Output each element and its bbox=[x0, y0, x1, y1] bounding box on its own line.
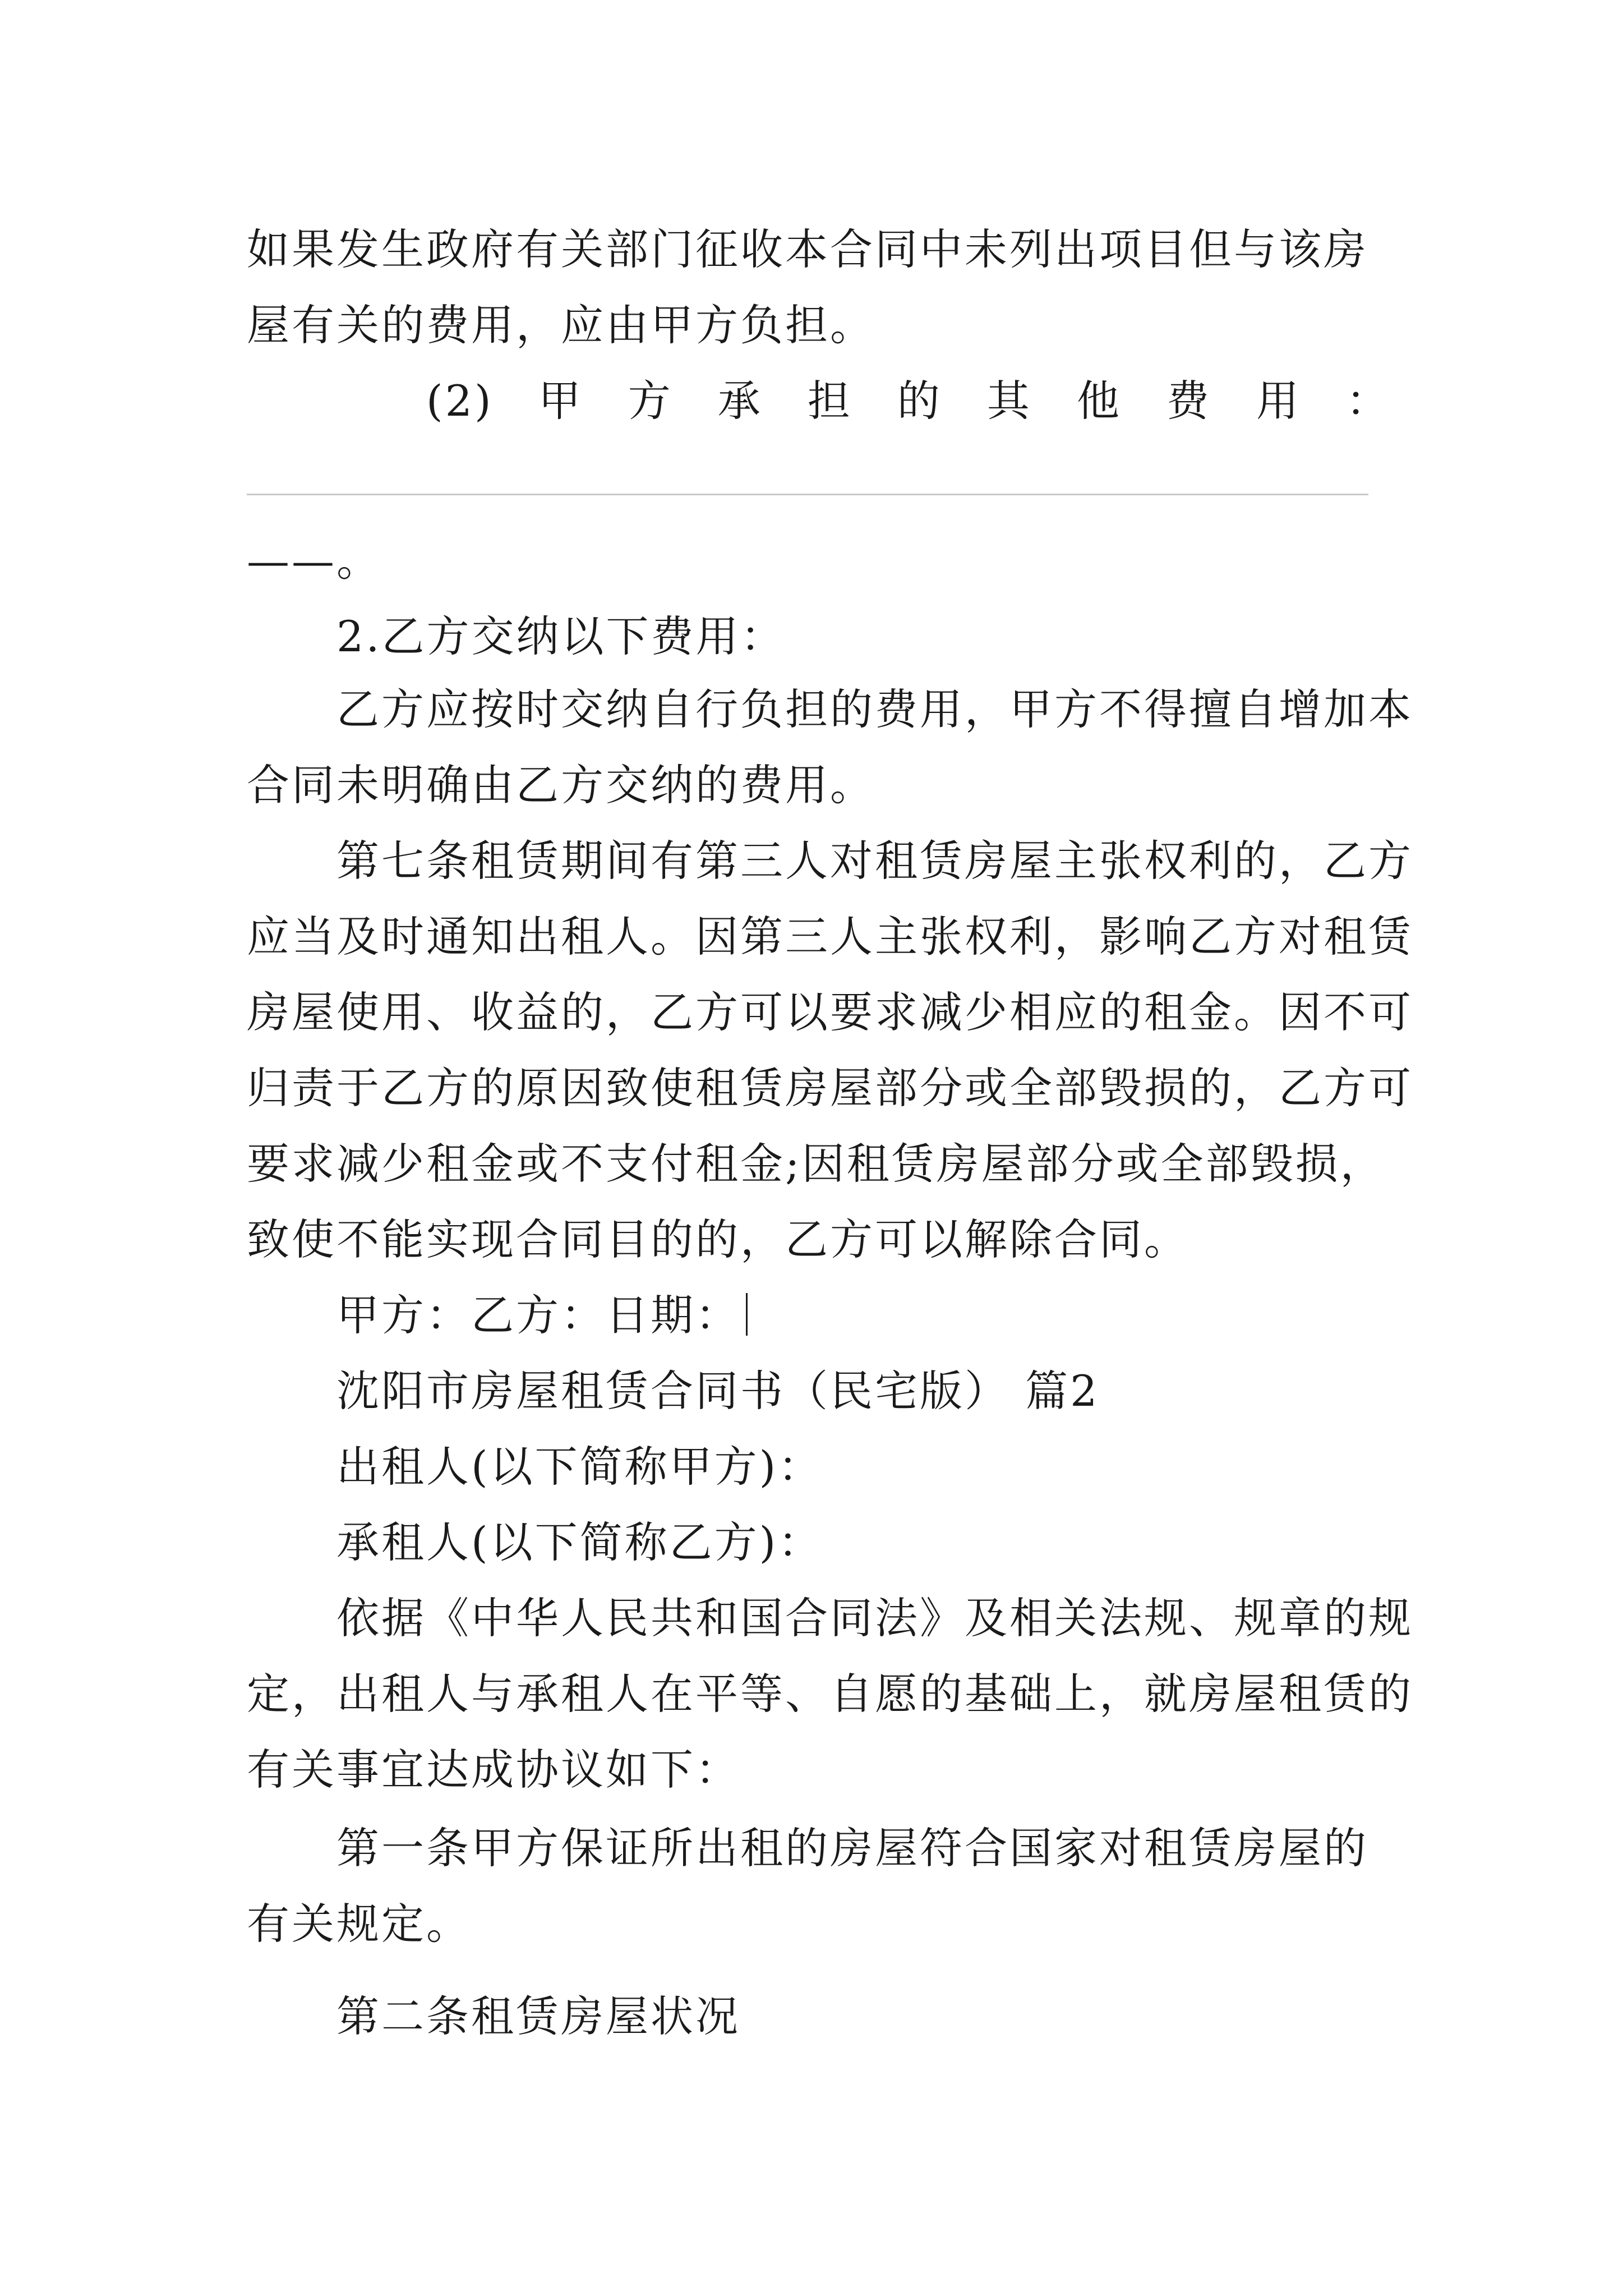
text-line: 致使不能实现合同目的的，乙方可以解除合同。 bbox=[247, 1214, 1189, 1264]
text-line: 要求减少租金或不支付租金;因租赁房屋部分或全部毁损， bbox=[247, 1139, 1385, 1189]
text-cursor bbox=[746, 1293, 748, 1336]
text-char: ： bbox=[1345, 376, 1391, 426]
text-line: 依据《中华人民共和国合同法》及相关法规、规章的规 bbox=[336, 1593, 1413, 1643]
text-line: 第一条甲方保证所出租的房屋符合国家对租赁房屋的 bbox=[336, 1823, 1368, 1873]
text-line: 出租人(以下简称甲方)： bbox=[336, 1442, 823, 1492]
fill-in-blank-line bbox=[247, 494, 1368, 495]
text-line: 乙方应按时交纳自行负担的费用，甲方不得擅自增加本 bbox=[336, 684, 1413, 734]
text-line: 屋有关的费用，应由甲方负担。 bbox=[247, 300, 875, 350]
text-char: 的 bbox=[897, 376, 942, 426]
signature-line bbox=[336, 1287, 1391, 1343]
text-line: 承租人(以下简称乙方)： bbox=[336, 1517, 823, 1567]
text-line: 第七条租赁期间有第三人对租赁房屋主张权利的，乙方 bbox=[336, 836, 1413, 886]
text-line: 合同未明确由乙方交纳的费用。 bbox=[247, 760, 875, 810]
text-line: 归责于乙方的原因致使租赁房屋部分或全部毁损的，乙方可 bbox=[247, 1063, 1413, 1113]
text-char: 他 bbox=[1076, 376, 1122, 426]
text-char: 用 bbox=[1256, 376, 1301, 426]
text-line: 第二条租赁房屋状况 bbox=[336, 1991, 740, 2041]
text-line: 如果发生政府有关部门征收本合同中未列出项目但与该房 bbox=[247, 224, 1368, 274]
text-line: 有关事宜达成协议如下： bbox=[247, 1745, 740, 1795]
text-char: 方 bbox=[628, 376, 673, 426]
text-line: 房屋使用、收益的，乙方可以要求减少相应的租金。因不可 bbox=[247, 987, 1413, 1037]
text-char: 承 bbox=[717, 376, 763, 426]
text-line: 应当及时通知出租人。因第三人主张权利，影响乙方对租赁 bbox=[247, 912, 1413, 961]
text-char: 担 bbox=[807, 376, 852, 426]
other-fees-line bbox=[426, 373, 1391, 429]
text-line: ——。 bbox=[247, 536, 381, 586]
text-char: 甲 bbox=[538, 376, 583, 426]
text-line: 有关规定。 bbox=[247, 1899, 471, 1949]
text-line: 2.乙方交纳以下费用： bbox=[336, 611, 786, 661]
text-char: 费 bbox=[1166, 376, 1211, 426]
section-title: 沈阳市房屋租赁合同书（民宅版） 篇2 bbox=[336, 1366, 1100, 1416]
text-char: 其 bbox=[986, 376, 1032, 426]
item-number: (2) bbox=[426, 376, 494, 426]
signature-label: 甲方：乙方：日期： bbox=[336, 1290, 740, 1340]
text-line: 定，出租人与承租人在平等、自愿的基础上，就房屋租赁的 bbox=[247, 1669, 1413, 1719]
